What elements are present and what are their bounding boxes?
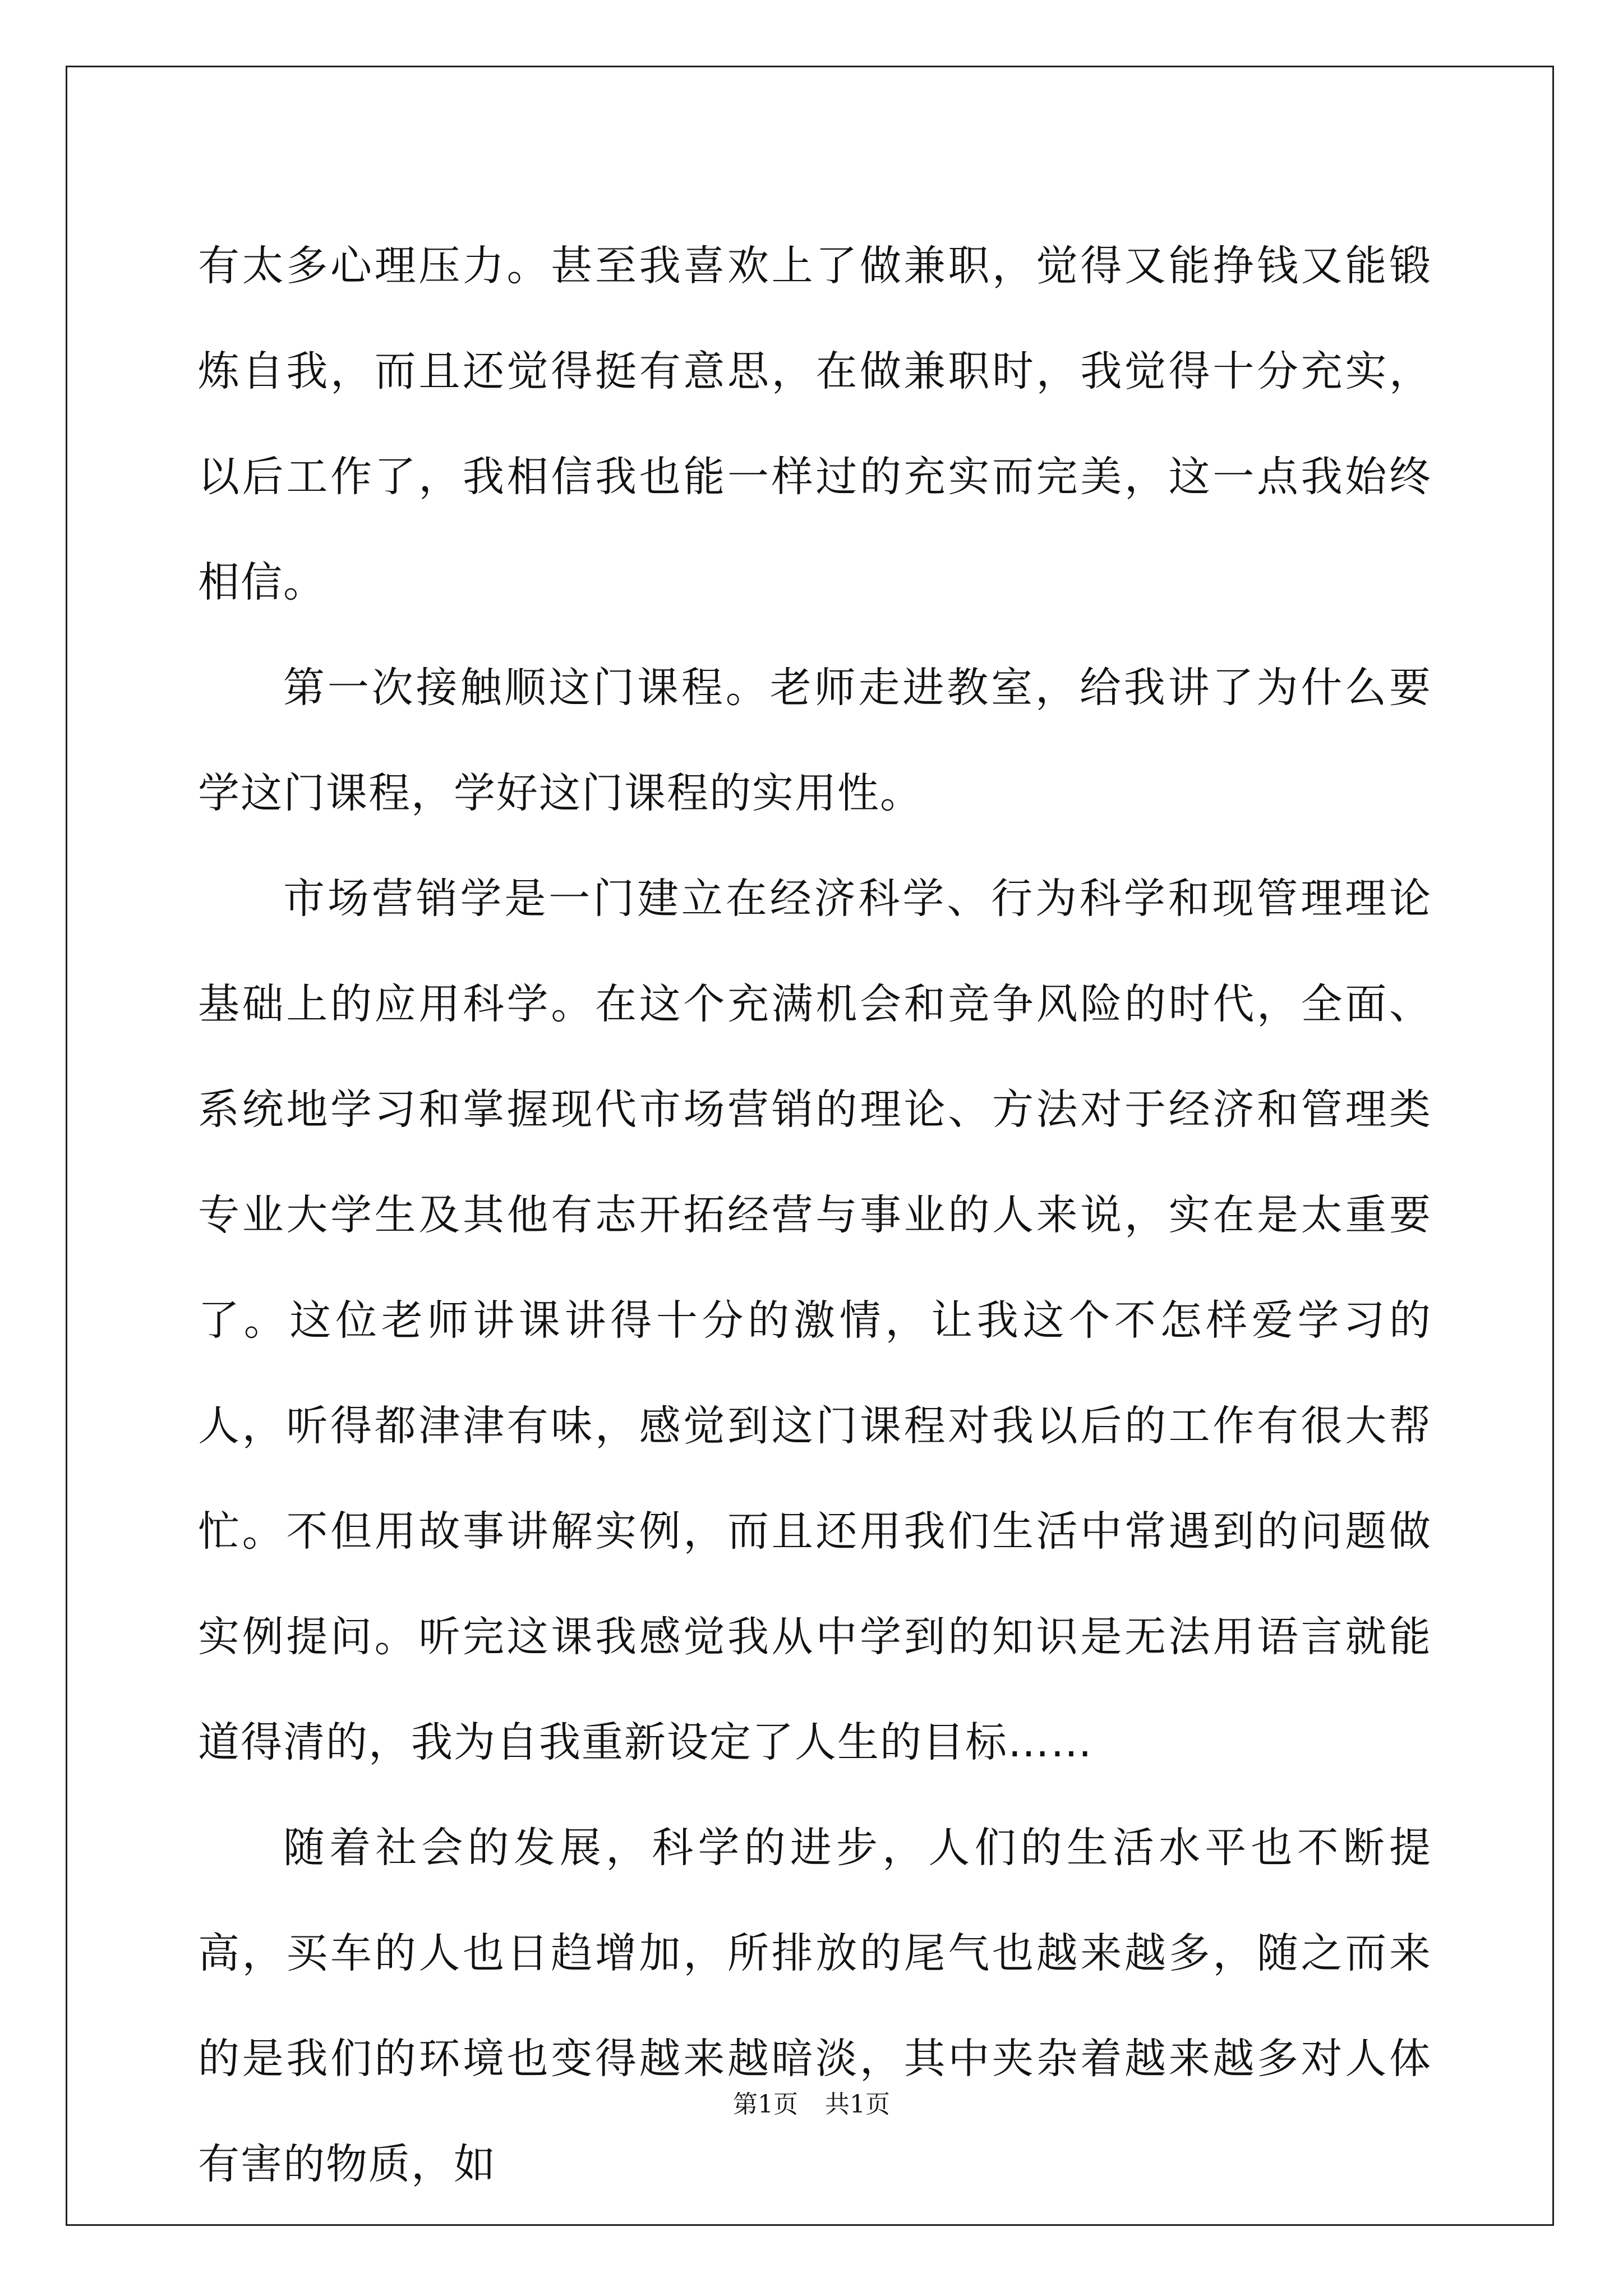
paragraph: 随着社会的发展，科学的进步，人们的生活水平也不断提高，买车的人也日趋增加，所排放的尾气也越来越多，随之而来的是我们的环境也变得越来越暗淡，其中夹杂着越来越多对人体有害的物质，如 — [198, 1824, 1432, 2188]
page-number-total: 共1页 — [825, 2090, 890, 2119]
document-body — [198, 213, 1432, 2217]
paragraph: 第一次接触顺这门课程。老师走进教室，给我讲了为什么要学这门课程，学好这门课程的实用性。 — [198, 664, 1432, 817]
paragraph: 市场营销学是一门建立在经济科学、行为科学和现管理理论基础上的应用科学。在这个充满机会和竞争风险的时代，全面、系统地学习和掌握现代市场营销的理论、方法对于经济和管理类专业大学生及其他有志开拓经营与事业的人来说，实在是太重要了。这位老师讲课讲得十分的激情，让我这个不怎样爱学习的人，听得都津津有味，感觉到这门课程对我以后的工作有很大帮忙。不但用故事讲解实例，而且还用我们生活中常遇到的问题做实例提问。听完这课我感觉我从中学到的知识是无法用语言就能道得清的，我为自我重新设定了人生的目标…… — [198, 875, 1432, 1766]
paragraph-continuation: 有太多心理压力。甚至我喜欢上了做兼职，觉得又能挣钱又能锻炼自我，而且还觉得挺有意思，在做兼职时，我觉得十分充实，以后工作了，我相信我也能一样过的充实而完美，这一点我始终相信。 — [198, 242, 1432, 606]
page-footer — [0, 2084, 1623, 2120]
page-number-current: 第1页 — [733, 2090, 798, 2119]
